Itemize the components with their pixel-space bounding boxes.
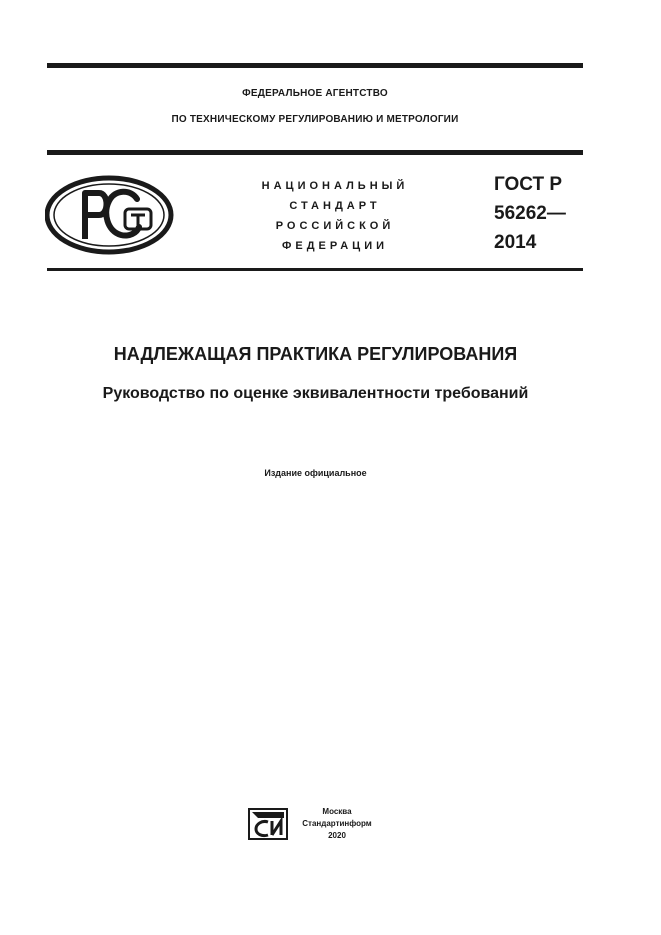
gost-line-2: 56262— — [494, 203, 566, 224]
document-title: НАДЛЕЖАЩАЯ ПРАКТИКА РЕГУЛИРОВАНИЯ — [113, 344, 518, 364]
national-standard-line-3: РОССИЙСКОЙ — [275, 220, 395, 232]
gost-line-1: ГОСТ Р — [494, 174, 563, 195]
gost-r-logo — [45, 175, 175, 255]
top-rule — [47, 63, 583, 68]
national-standard-line-1: НАЦИОНАЛЬНЫЙ — [261, 180, 409, 192]
document-subtitle: Руководство по оценке эквивалентности требований — [102, 385, 529, 402]
agency-line-2: ПО ТЕХНИЧЕСКОМУ РЕГУЛИРОВАНИЮ И МЕТРОЛОГИИ — [171, 114, 459, 125]
gost-designation — [494, 170, 594, 257]
gost-line-3: 2014 — [494, 232, 537, 253]
national-standard-line-2: СТАНДАРТ — [289, 200, 381, 212]
standartinform-logo — [248, 808, 288, 840]
publisher-block — [292, 806, 382, 842]
national-standard-line-4: ФЕДЕРАЦИИ — [281, 240, 389, 252]
agency-line-1: ФЕДЕРАЛЬНОЕ АГЕНТСТВО — [242, 88, 388, 99]
publisher-name: Стандартинформ — [302, 819, 372, 828]
header-rule — [47, 150, 583, 155]
lower-rule — [47, 268, 583, 271]
publisher-year: 2020 — [328, 831, 346, 840]
edition-label: Издание официальное — [264, 468, 367, 478]
national-standard-block — [230, 176, 440, 256]
publisher-city: Москва — [322, 807, 352, 816]
